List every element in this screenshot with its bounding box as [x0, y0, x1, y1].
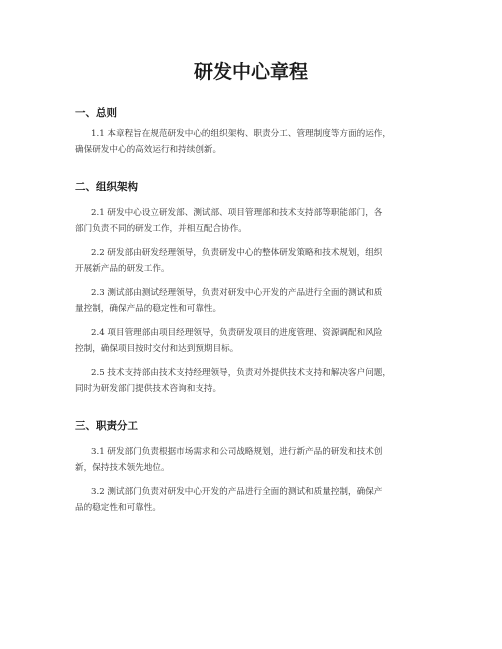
paragraph-line: 品的稳定性和可靠性。	[75, 503, 161, 513]
paragraph-line: 确保研发中心的高效运行和持续创新。	[75, 145, 222, 155]
paragraph-line: 部门负责不同的研发工作，并相互配合协作。	[75, 224, 247, 234]
paragraph-2-2	[75, 245, 435, 277]
paragraph-line: 开展新产品的研发工作。	[75, 264, 170, 274]
paragraph-line: 控制，确保项目按时交付和达到预期目标。	[75, 344, 239, 354]
paragraph-line: 2.2 研发部由研发经理领导，负责研发中心的整体研发策略和技术规划，组织	[91, 248, 383, 258]
paragraph-line: 2.3 测试部由测试经理领导，负责对研发中心开发的产品进行全面的测试和质	[91, 288, 383, 298]
paragraph-line: 新，保持技术领先地位。	[75, 463, 170, 473]
paragraph-line: 3.1 研发部门负责根据市场需求和公司战略规划，进行新产品的研发和技术创	[91, 447, 383, 457]
paragraph-line: 2.4 项目管理部由项目经理领导，负责研发项目的进度管理、资源调配和风险	[91, 328, 383, 338]
paragraph-3-2	[75, 484, 435, 516]
paragraph-2-4	[75, 325, 435, 357]
paragraph-line: 3.2 测试部门负责对研发中心开发的产品进行全面的测试和质量控制，确保产	[91, 487, 383, 497]
section-heading-general: 一、总则	[75, 107, 117, 119]
paragraph-line: 1.1 本章程旨在规范研发中心的组织架构、职责分工、管理制度等方面的运作，	[91, 129, 391, 139]
paragraph-2-3	[75, 285, 435, 317]
paragraph-line: 2.5 技术支持部由技术支持经理领导，负责对外提供技术支持和解决客户问题，	[91, 368, 391, 378]
section-heading-organization: 二、组织架构	[75, 181, 138, 193]
paragraph-line: 同时为研发部门提供技术咨询和支持。	[75, 384, 222, 394]
paragraph-line: 量控制，确保产品的稳定性和可靠性。	[75, 304, 222, 314]
paragraph-2-5	[75, 365, 435, 397]
section-heading-responsibilities: 三、职责分工	[75, 420, 138, 432]
paragraph-3-1	[75, 444, 435, 476]
paragraph-line: 2.1 研发中心设立研发部、测试部、项目管理部和技术支持部等职能部门，各	[91, 208, 383, 218]
document-title: 研发中心章程	[193, 61, 308, 83]
paragraph-1-1	[75, 126, 435, 158]
paragraph-2-1	[75, 205, 435, 237]
